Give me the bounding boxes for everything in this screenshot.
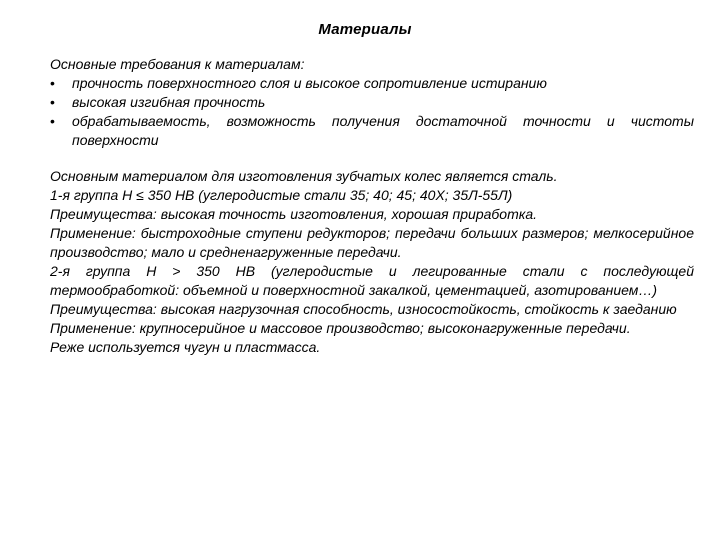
main-material-paragraph: Основным материалом для изготовления зубчатых колес является сталь. <box>50 168 558 184</box>
group-1-application: Применение: быстроходные ступени редукторов; передачи больших размеров; мелкосерийное производство; мало и средненагруженные передачи. <box>50 225 694 260</box>
group-1-advantages: Преимущества: высокая точность изготовления, хорошая приработка. <box>50 206 538 222</box>
requirements-list <box>50 74 694 150</box>
group-1-heading: 1-я группа H ≤ 350 HB (углеродистые стали 35; 40; 45; 40Х; 35Л-55Л) <box>50 187 513 203</box>
requirement-text: высокая изгибная прочность <box>72 94 266 110</box>
requirement-text: прочность поверхностного слоя и высокое сопротивление истиранию <box>72 75 547 91</box>
group-2-application: Применение: крупносерийное и массовое производство; высоконагруженные передачи. <box>50 320 631 336</box>
page-title: Материалы <box>318 21 412 38</box>
bullet-icon: • <box>50 113 55 129</box>
requirement-text: обрабатываемость, возможность получения достаточной точности и чистоты поверхности <box>72 113 694 148</box>
list-item <box>50 112 694 150</box>
other-materials-note: Реже используется чугун и пластмасса. <box>50 339 321 355</box>
bullet-icon: • <box>50 94 55 110</box>
group-2-advantages: Преимущества: высокая нагрузочная способность, износостойкость, стойкость к заеданию <box>50 301 677 317</box>
list-item <box>50 93 694 112</box>
bullet-icon: • <box>50 75 55 91</box>
requirements-intro: Основные требования к материалам: <box>50 56 305 72</box>
slide-content <box>50 55 694 357</box>
list-item <box>50 74 694 93</box>
group-2-heading: 2-я группа H > 350 HB (углеродистые и легированные стали с последующей термообработкой: объемной и поверхностной закалкой, цементацией, азотированием…) <box>50 263 694 298</box>
